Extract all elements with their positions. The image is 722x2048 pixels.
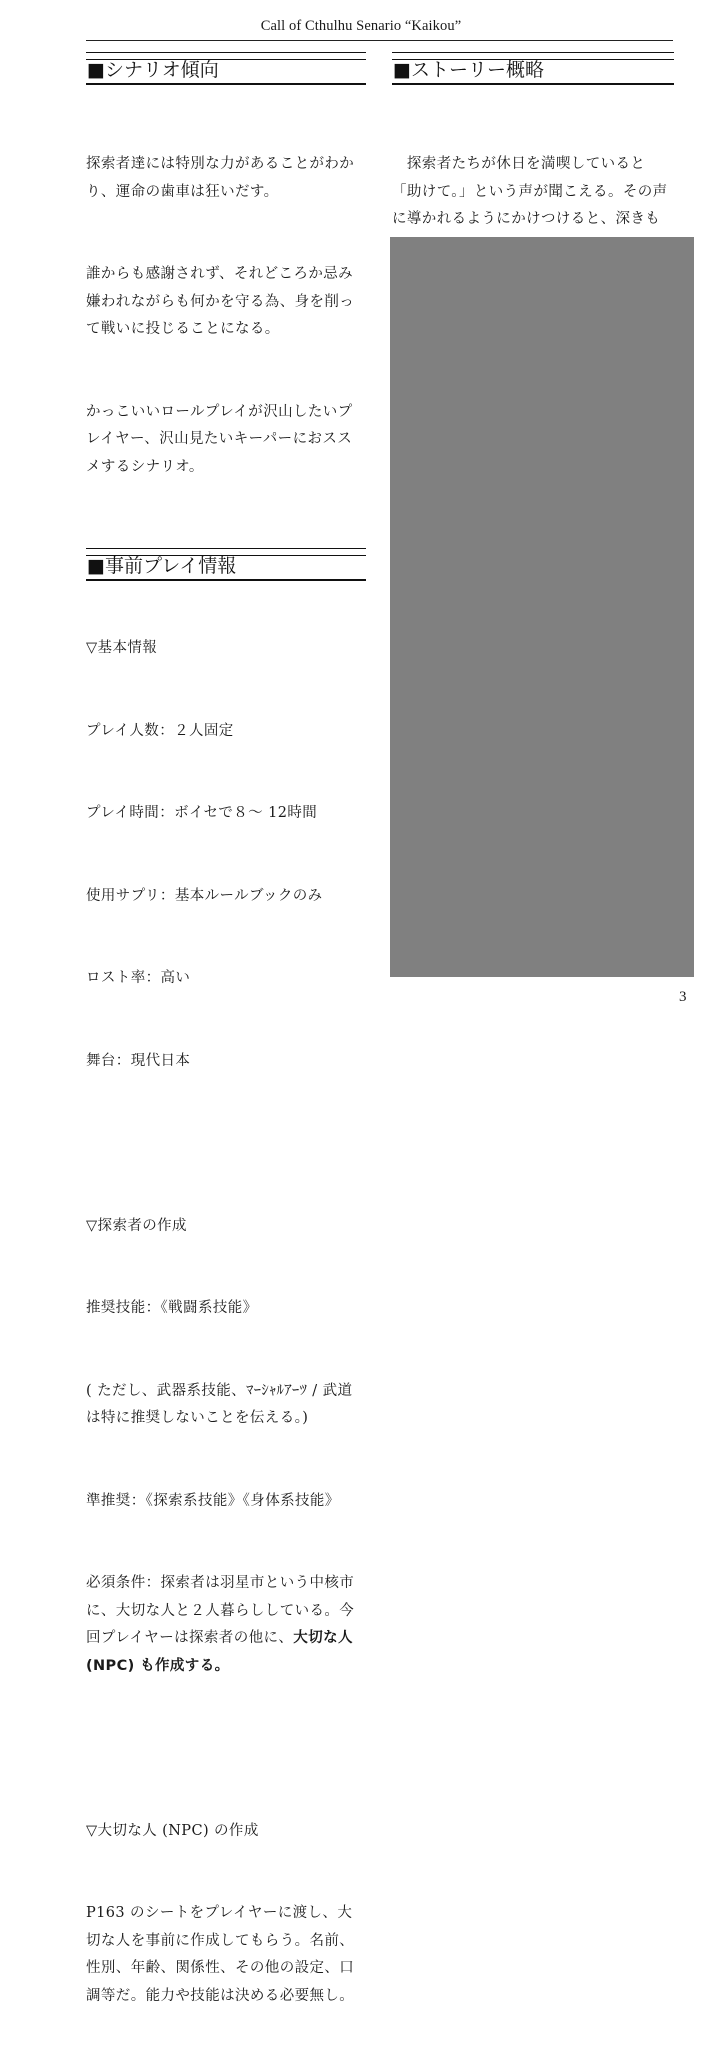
page-number: 3 bbox=[679, 989, 687, 1005]
recommended-skills: 推奨技能：《戦闘系技能》 bbox=[86, 1300, 258, 1316]
story-text: 探索者たちが休日を満喫していると「助けて。」という声が聞こえる。その声に導かれるようにかけつけると、深きも bbox=[392, 156, 668, 227]
required-conditions-emphasis: 大切な人 (NPC) も作成する。 bbox=[86, 1630, 359, 1674]
info-play-time: プレイ時間：ボイセで８～ 12時間 bbox=[86, 805, 318, 821]
required-conditions-text: 必須条件：探索者は羽星市という中核市に、大切な人と２人暮らししている。今回プレイヤーは探索者の他に、 bbox=[86, 1575, 355, 1646]
pre-play-info-body bbox=[86, 580, 366, 2048]
section-header-pre-play-info bbox=[86, 548, 366, 588]
info-lost-rate: ロスト率：高い bbox=[86, 970, 191, 986]
left-column bbox=[86, 52, 366, 2048]
section-title: ■事前プレイ情報 bbox=[87, 555, 237, 577]
npc-creation-text: P163 のシートをプレイヤーに渡し、大切な人を事前に作成してもらう。名前、性別、年齢、関係性、その他の設定、口調等だ。能力や技能は決める必要無し。 bbox=[86, 1905, 355, 2004]
page-header-title: Call of Cthulhu Senario “Kaikou” bbox=[260, 18, 462, 34]
paragraph: 誰からも感謝されず、それどころか忌み嫌われながらも何かを守る為、身を削って戦いに投じることになる。 bbox=[86, 266, 355, 337]
subheading-basic-info: ▽基本情報 bbox=[86, 640, 158, 656]
section-header-story-outline bbox=[392, 52, 674, 92]
paragraph: 探索者達には特別な力があることがわかり、運命の歯車は狂いだす。 bbox=[86, 156, 355, 200]
paragraph: かっこいいロールプレイが沢山したいプレイヤー、沢山見たいキーパーにおススメするシナリオ。 bbox=[86, 403, 353, 475]
info-stage: 舞台：現代日本 bbox=[86, 1052, 191, 1069]
subheading-npc-creation: ▽大切な人 (NPC) の作成 bbox=[86, 1822, 259, 1839]
info-supplement: 使用サプリ：基本ルールブックのみ bbox=[86, 887, 323, 904]
section-title: ■ストーリー概略 bbox=[393, 59, 544, 81]
section-title: ■シナリオ傾向 bbox=[87, 59, 219, 81]
skills-note: ( ただし、武器系技能、ﾏｰｼｬﾙｱｰﾂ / 武道は特に推奨しないことを伝える。) bbox=[86, 1382, 353, 1426]
semi-recommended-skills: 準推奨：《探索系技能》《身体系技能》 bbox=[86, 1492, 340, 1509]
required-conditions bbox=[86, 1570, 366, 1680]
info-players: プレイ人数：２人固定 bbox=[86, 722, 234, 739]
header-rule bbox=[86, 40, 673, 41]
scenario-tendency-body bbox=[86, 96, 366, 536]
section-header-scenario-tendency bbox=[86, 52, 366, 92]
redacted-area bbox=[390, 237, 694, 977]
subheading-investigator-creation: ▽探索者の作成 bbox=[86, 1217, 187, 1234]
